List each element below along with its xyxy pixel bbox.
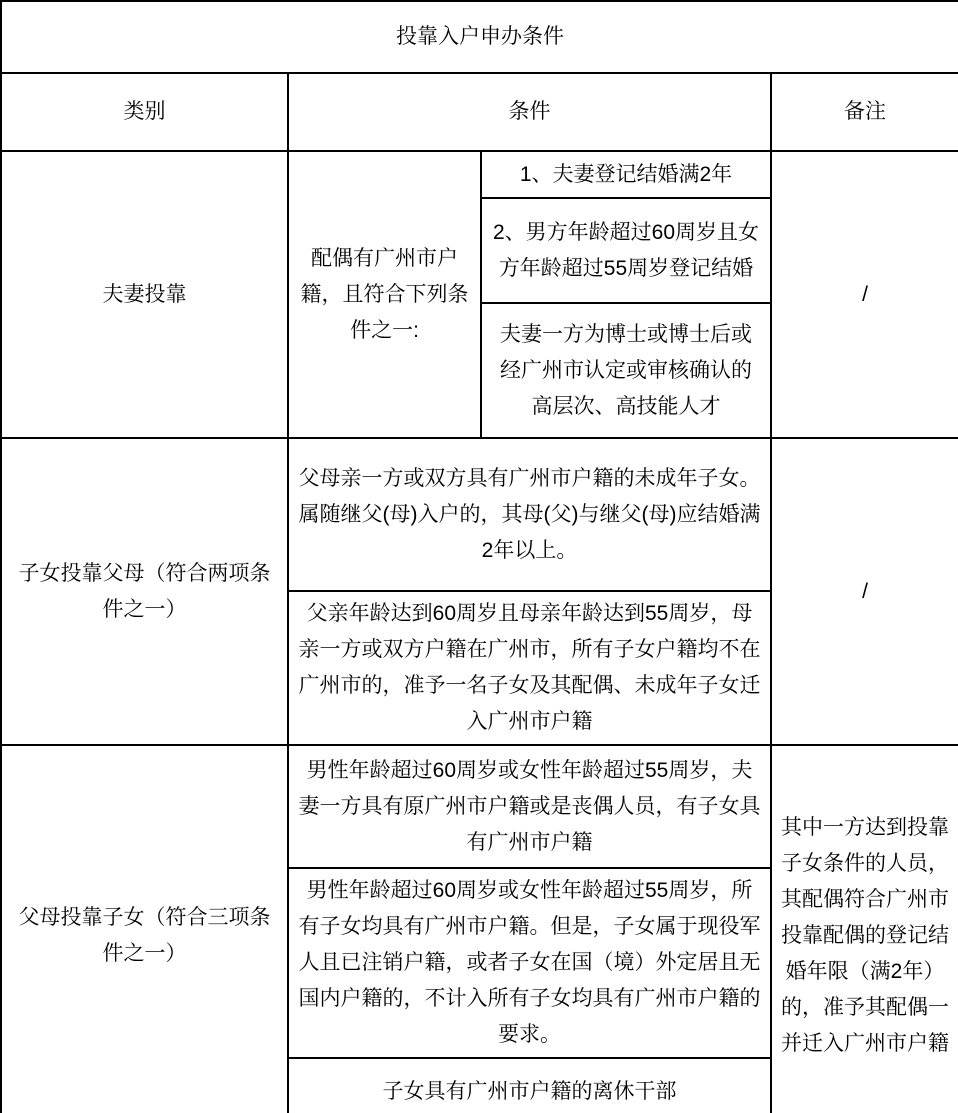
parents-category-cell: 父母投靠子女（符合三项条件之一） <box>1 745 288 1113</box>
header-category: 类别 <box>1 73 288 151</box>
children-row-1 <box>1 438 958 591</box>
title-row <box>1 1 958 73</box>
parents-condition-2-cell: 男性年龄超过60周岁或女性年龄超过55周岁，所有子女均具有广州市户籍。但是，子女属于现役军人且已注销户籍，或者子女在国（境）外定居且无国内户籍的，不计入所有子女均具有广州市户籍的要求。 <box>288 868 771 1058</box>
spouse-category-cell: 夫妻投靠 <box>1 151 288 438</box>
spouse-row-1 <box>1 151 958 198</box>
children-condition-1-cell: 父母亲一方或双方具有广州市户籍的未成年子女。属随继父(母)入户的，其母(父)与继父(母)应结婚满2年以上。 <box>288 438 771 591</box>
children-condition-2-cell: 父亲年龄达到60周岁且母亲年龄达到55周岁，母亲一方或双方户籍在广州市，所有子女户籍均不在广州市的，准予一名子女及其配偶、未成年子女迁入广州市户籍 <box>288 591 771 745</box>
parents-row-1 <box>1 745 958 868</box>
parents-remark-cell: 其中一方达到投靠子女条件的人员，其配偶符合广州市投靠配偶的登记结婚年限（满2年）的，准予其配偶一并迁入广州市户籍 <box>771 745 958 1113</box>
header-row <box>1 73 958 151</box>
parents-condition-3-cell: 子女具有广州市户籍的离休干部 <box>288 1058 771 1113</box>
parents-condition-1-cell: 男性年龄超过60周岁或女性年龄超过55周岁，夫妻一方具有原广州市户籍或是丧偶人员，有子女具有广州市户籍 <box>288 745 771 868</box>
spouse-remark-cell: / <box>771 151 958 438</box>
spouse-subcondition-2-cell: 2、男方年龄超过60周岁且女方年龄超过55周岁登记结婚 <box>481 198 771 303</box>
children-category-cell: 子女投靠父母（符合两项条件之一） <box>1 438 288 745</box>
table-title: 投靠入户申办条件 <box>1 1 958 73</box>
header-condition: 条件 <box>288 73 771 151</box>
spouse-subcondition-3-cell: 夫妻一方为博士或博士后或经广州市认定或审核确认的高层次、高技能人才 <box>481 303 771 438</box>
spouse-subcondition-1-cell: 1、夫妻登记结婚满2年 <box>481 151 771 198</box>
children-remark-cell: / <box>771 438 958 745</box>
spouse-condition-intro-cell: 配偶有广州市户籍，且符合下列条件之一: <box>288 151 481 438</box>
header-remark: 备注 <box>771 73 958 151</box>
